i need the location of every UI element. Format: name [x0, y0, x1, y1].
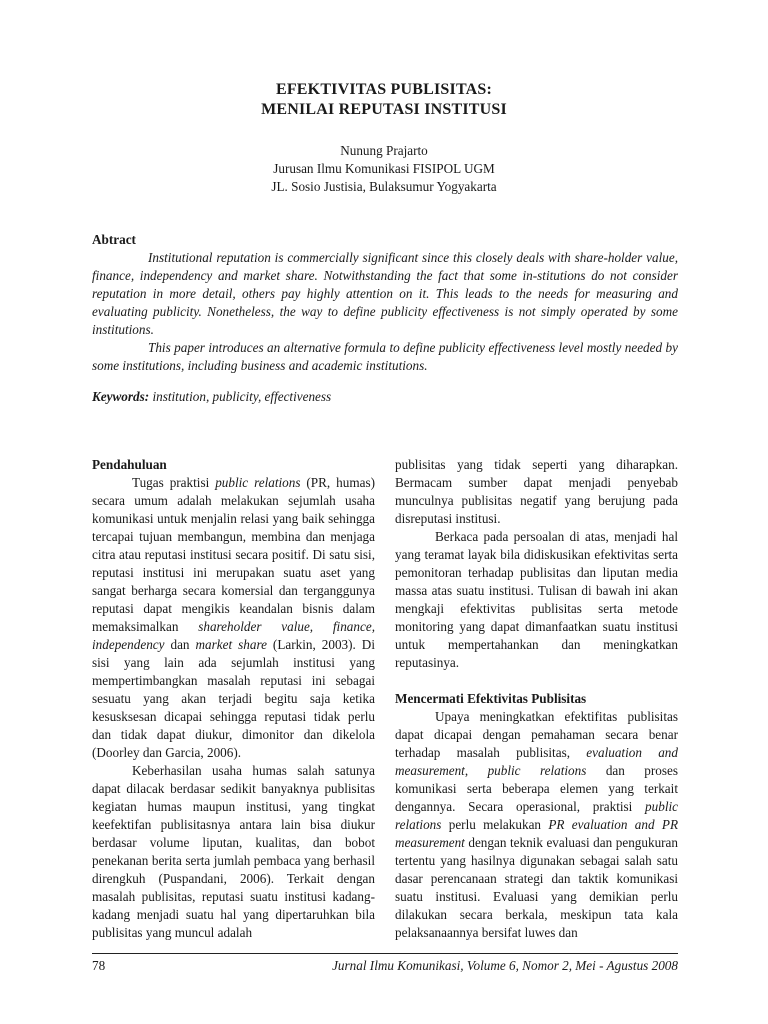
text-run: perlu melakukan	[441, 817, 549, 832]
text-run: dengan teknik evaluasi dan pengukuran tertentu yang hasilnya digunakan sebagai salah satu dasar perencanaan strategi dan taktik komunikasi suatu institusi. Evaluasi yang demikian perlu dilakukan secara berkala, meskipun tata kala pelaksanaannya bersifat luwes dan	[395, 835, 678, 940]
author-department: Jurusan Ilmu Komunikasi FISIPOL UGM	[273, 161, 495, 176]
emphasis-run: PR evaluation and PR measurement	[395, 817, 678, 850]
author-address: JL. Sosio Justisia, Bulaksumur Yogyakarta	[271, 179, 497, 194]
emphasis-run: evaluation and measurement	[395, 745, 678, 778]
journal-citation: Jurnal Ilmu Komunikasi, Volume 6, Nomor 2, Mei - Agustus 2008	[332, 958, 678, 973]
text-run: Upaya meningkatkan efektifitas publisitas dapat dicapai dengan pemahaman secara benar terhadap masalah publisitas,	[395, 709, 678, 760]
abstract-paragraph-1: Institutional reputation is commercially significant since this closely deals with share-holder value, finance, independency and market share. Notwithstanding the fact that some in-stitutions do not consider reputation in more detail, others pay highly attention on it. This leads to the needs for measuring and evaluating publicity. Nonetheless, the way to define publicity effectiveness is not simply operated by some institutions.	[92, 250, 678, 337]
emphasis-run: market share	[195, 637, 267, 652]
text-run: ,	[464, 763, 488, 778]
text-run: dan	[164, 637, 196, 652]
paper-title	[0, 80, 768, 120]
emphasis-run: shareholder value, finance, independency	[92, 619, 375, 652]
title-line-1: EFEKTIVITAS PUBLISITAS:	[275, 81, 493, 98]
left-paragraph-1	[92, 474, 375, 762]
section-gap	[395, 672, 678, 690]
right-paragraph-0: publisitas yang tidak seperti yang diharapkan. Bermacam sumber dapat menjadi penyebab munculnya publisitas negatif yang berujung pada disreputasi institusi.	[395, 457, 678, 526]
text-run: Tugas praktisi	[132, 475, 216, 490]
abstract-section	[92, 231, 678, 375]
left-paragraph-2: Keberhasilan usaha humas salah satunya dapat dilacak berdasar sedikit banyaknya publisitas kegiatan humas maupun institusi, yang tingkat keefektifan publisitasnya antara lain bisa diukur berdasar volume liputan, kualitas, dan bobot penekanan berita serta jumlah pembaca yang berhasil direngkuh (Puspandani, 2006). Terkait dengan masalah publisitas, reputasi suatu institusi kadang-kadang menjadi suatu hal yang dipertaruhkan bila publisitas yang muncul adalah	[92, 763, 375, 940]
text-run: (Larkin, 2003). Di sisi yang lain ada sejumlah institusi yang mempertimbangkan masalah reputasi ini sebagai sesuatu yang akan terjadi begitu saja ketika kesusksesan dicapai sehingga reputasi tidak perlu dan tidak dapat diukur, dimonitor dan dikelola (Doorley dan Garcia, 2006).	[92, 637, 375, 760]
section-heading-pendahuluan: Pendahuluan	[92, 457, 167, 472]
left-column	[92, 456, 375, 942]
footer-divider	[92, 953, 678, 954]
text-run: (PR, humas) secara umum adalah melakukan sejumlah usaha komunikasi untuk menjalin relasi yang baik sehingga tercapai tujuan membangun, membina dan menjaga citra atau reputasi institusi secara positif. Di satu sisi, reputasi institusi ini merupakan suatu aset yang sangat berharga secara komersial dan terganggunya reputasi dapat mengikis keandalan bisnis dalam memaksimalkan	[92, 475, 375, 634]
right-column	[395, 456, 678, 942]
keywords-value: institution, publicity, effectiveness	[152, 389, 332, 404]
keywords-label: Keywords:	[92, 389, 150, 404]
text-run: dan proses komunikasi serta beberapa elemen yang terkait dengannya. Secara operasional, praktisi	[395, 763, 678, 814]
section-heading-mencermati: Mencermati Efektivitas Publisitas	[395, 691, 587, 706]
abstract-heading: Abtract	[92, 232, 136, 247]
title-line-2: MENILAI REPUTASI INSTITUSI	[261, 101, 507, 118]
abstract-paragraph-2: This paper introduces an alternative formula to define publicity effectiveness level mostly needed by some institutions, including business and academic institutions.	[92, 340, 678, 373]
right-paragraph-2	[395, 708, 678, 942]
right-paragraph-1: Berkaca pada persoalan di atas, menjadi hal yang teramat layak bila didiskusikan efektivitas serta pemonitoran terhadap publisitas dan liputan media massa atas suatu institusi. Tulisan di bawah ini akan mengkaji efektivitas publisitas serta metode monitoring yang dapat dimanfaatkan suatu institusi untuk mempertahankan dan meningkatkan reputasinya.	[395, 529, 678, 670]
author-block	[0, 142, 768, 196]
emphasis-run: public relations	[215, 475, 301, 490]
keywords-line	[92, 388, 678, 406]
author-name: Nunung Prajarto	[340, 143, 428, 158]
emphasis-run: public relations	[395, 799, 678, 832]
page-number: 78	[92, 958, 106, 973]
emphasis-run: public relations	[487, 763, 587, 778]
